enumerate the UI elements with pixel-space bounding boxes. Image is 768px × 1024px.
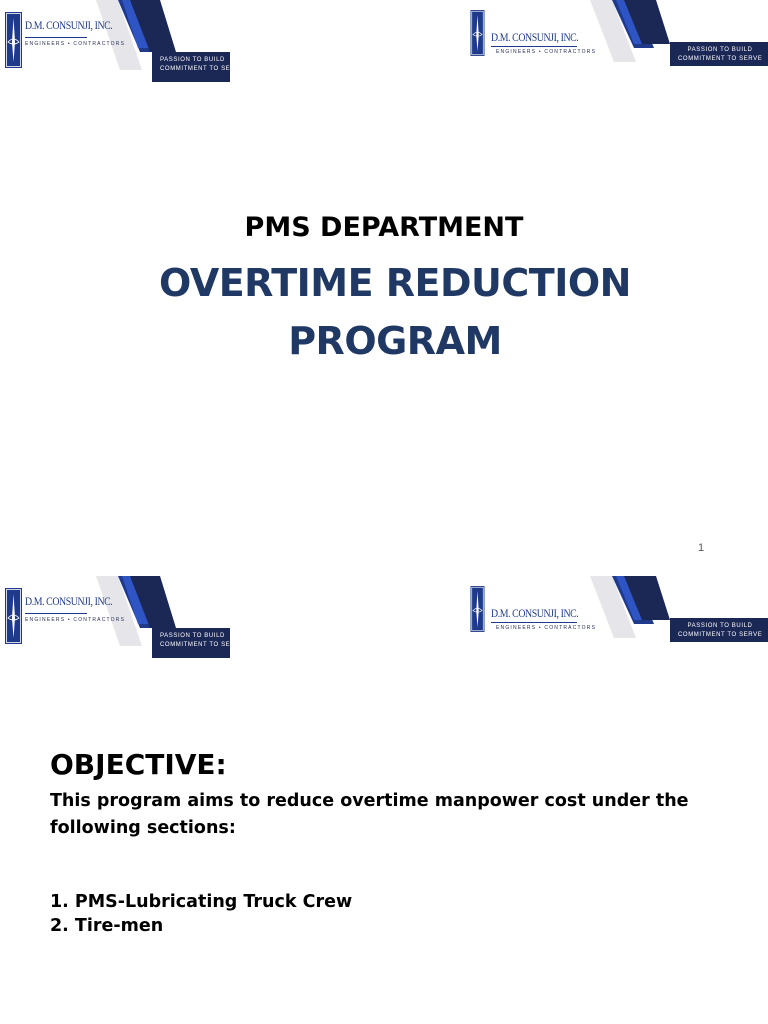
tagline-line-1: PASSION TO BUILD bbox=[687, 47, 753, 53]
tagline-line-2: COMMITMENT TO SERVE bbox=[160, 66, 245, 72]
department-heading: PMS DEPARTMENT bbox=[244, 212, 524, 243]
logo-divider bbox=[491, 46, 577, 47]
logo-divider bbox=[491, 622, 577, 623]
tagline-line-1: PASSION TO BUILD bbox=[160, 633, 225, 639]
company-subtitle: ENGINEERS • CONTRACTORS bbox=[496, 49, 597, 55]
logo-divider bbox=[25, 37, 87, 38]
company-subtitle: ENGINEERS • CONTRACTORS bbox=[25, 617, 126, 623]
objective-heading: OBJECTIVE: bbox=[50, 748, 227, 781]
tagline-badge bbox=[670, 618, 768, 642]
company-emblem-icon bbox=[469, 586, 486, 632]
list-item: 1. PMS-Lubricating Truck Crew bbox=[50, 892, 353, 912]
tagline-badge bbox=[152, 628, 245, 658]
company-name: D.M. CONSUNJI, INC. bbox=[25, 18, 113, 32]
slide-title-text: OVERTIME REDUCTION PROGRAM bbox=[159, 261, 631, 363]
list-item: 2. Tire-men bbox=[50, 916, 164, 936]
objective-body: This program aims to reduce overtime manpower cost under the following sections: bbox=[50, 791, 689, 838]
slide-objective bbox=[0, 576, 768, 1024]
company-emblem-icon bbox=[5, 588, 22, 644]
company-subtitle: ENGINEERS • CONTRACTORS bbox=[25, 41, 126, 47]
tagline-line-1: PASSION TO BUILD bbox=[687, 623, 753, 629]
tagline-badge bbox=[152, 52, 245, 82]
company-name: D.M. CONSUNJI, INC. bbox=[491, 30, 579, 44]
tagline-line-1: PASSION TO BUILD bbox=[160, 57, 225, 63]
company-name: D.M. CONSUNJI, INC. bbox=[491, 606, 579, 620]
section-list bbox=[50, 890, 352, 938]
tagline-line-2: COMMITMENT TO SERVE bbox=[678, 632, 763, 638]
company-subtitle: ENGINEERS • CONTRACTORS bbox=[496, 625, 597, 631]
header-brand-left bbox=[0, 0, 245, 84]
page-number: 1 bbox=[698, 542, 705, 554]
tagline-line-2: COMMITMENT TO SERVE bbox=[160, 642, 245, 648]
tagline-badge bbox=[670, 42, 768, 66]
company-emblem-icon bbox=[469, 10, 486, 56]
logo-divider bbox=[25, 613, 87, 614]
company-emblem-icon bbox=[5, 12, 22, 68]
company-name: D.M. CONSUNJI, INC. bbox=[25, 594, 113, 608]
header-brand-left bbox=[0, 576, 245, 660]
tagline-line-2: COMMITMENT TO SERVE bbox=[678, 56, 763, 62]
header-brand-right bbox=[466, 576, 768, 660]
header-brand-right bbox=[466, 0, 768, 84]
